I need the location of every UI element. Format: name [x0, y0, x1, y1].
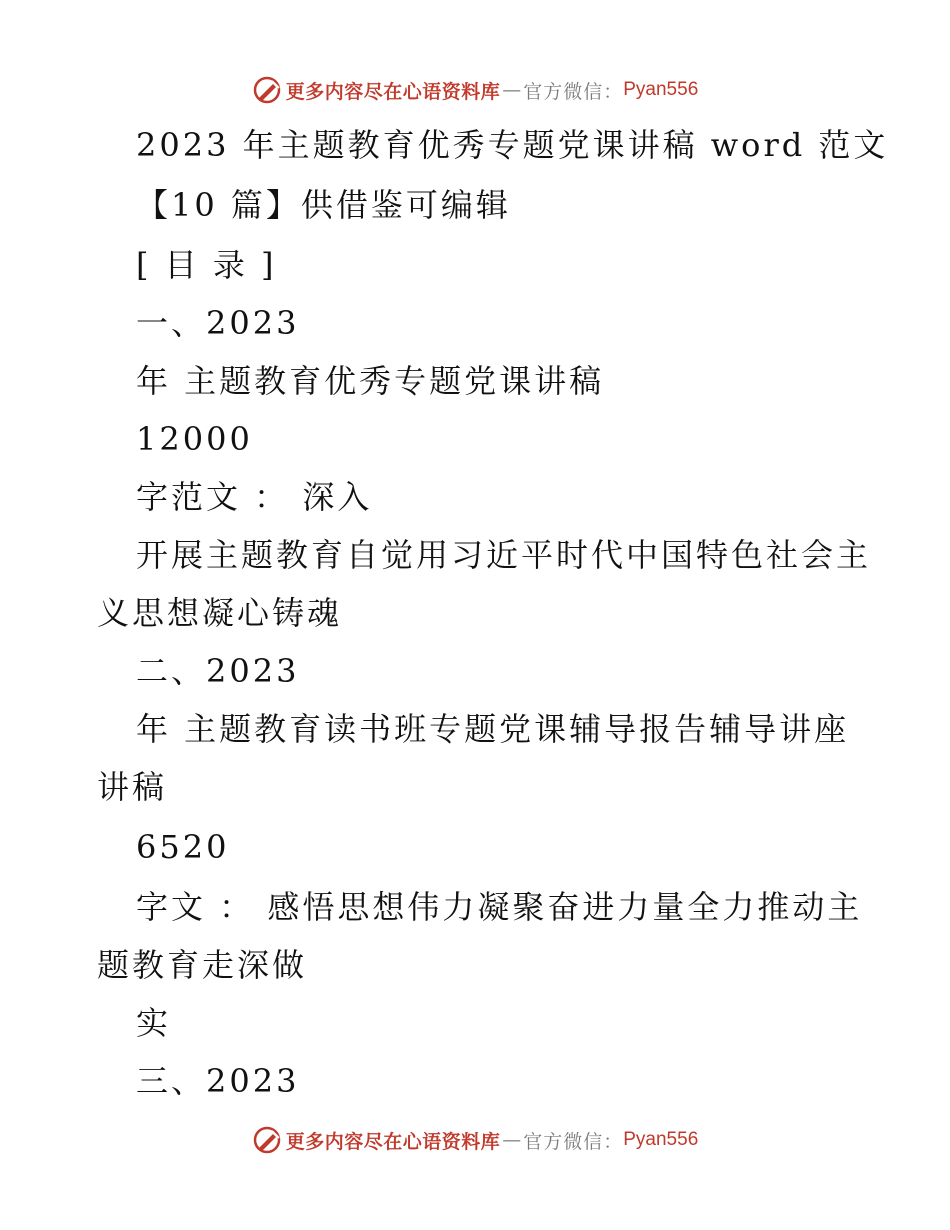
toc-item-2-title-b: 讲稿 — [97, 768, 168, 806]
banner-promo-text: 更多内容尽在心语资料库 — [285, 80, 501, 103]
pen-seal-logo-icon — [252, 75, 282, 105]
doc-title-line-1: 2023 年主题教育优秀专题党课讲稿 word 范文 — [136, 126, 889, 164]
banner-wechat-id: Pyan556 — [623, 79, 699, 100]
toc-item-2-title-a: 年 主题教育读书班专题党课辅导报告辅导讲座 — [136, 710, 850, 748]
toc-item-3-number: 三、2023 — [136, 1062, 300, 1100]
toc-item-1-subtitle-c: 义思想凝心铸魂 — [97, 594, 343, 632]
toc-item-2-number: 二、2023 — [136, 652, 300, 690]
banner-dash: — — [502, 1129, 522, 1151]
banner-wechat-label: 官方微信： — [523, 80, 624, 103]
toc-heading: [ 目 录 ] — [136, 246, 277, 284]
toc-item-2-subtitle-a: 字文 ： 感悟思想伟力凝聚奋进力量全力推动主 — [136, 888, 863, 926]
toc-item-1-title: 年 主题教育优秀专题党课讲稿 — [136, 362, 605, 400]
doc-title-line-2: 【10 篇】供借鉴可编辑 — [136, 186, 511, 224]
toc-item-1-subtitle-a: 字范文 ： 深入 — [136, 478, 373, 516]
toc-item-2-subtitle-c: 实 — [136, 1004, 172, 1042]
banner-promo-text: 更多内容尽在心语资料库 — [285, 1130, 501, 1153]
banner-dash: — — [502, 79, 522, 101]
document-body — [0, 115, 950, 1115]
header-banner — [0, 70, 950, 110]
toc-item-2-wordcount: 6520 — [136, 828, 230, 866]
toc-item-1-subtitle-b: 开展主题教育自觉用习近平时代中国特色社会主 — [136, 536, 872, 574]
banner-wechat-id: Pyan556 — [623, 1129, 699, 1150]
toc-item-1-wordcount: 12000 — [136, 420, 253, 458]
toc-item-2-subtitle-b: 题教育走深做 — [97, 946, 308, 984]
toc-item-1-number: 一、2023 — [136, 304, 300, 342]
banner-wechat-label: 官方微信： — [523, 1130, 624, 1153]
pen-seal-logo-icon — [252, 1125, 282, 1155]
footer-banner — [0, 1120, 950, 1160]
